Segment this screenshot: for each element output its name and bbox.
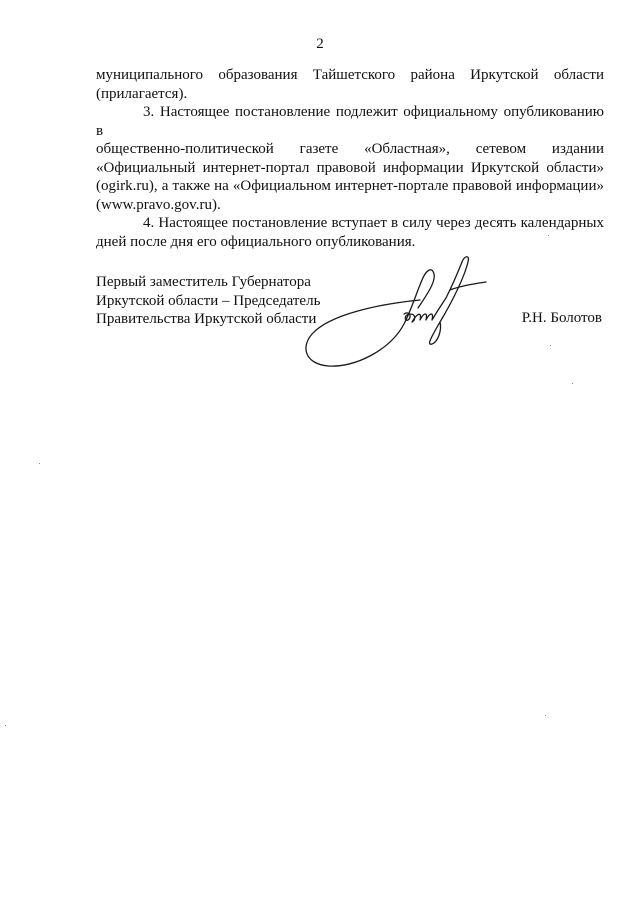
signer-position-line: Правительства Иркутской области bbox=[96, 311, 317, 327]
text-line: (ogirk.ru), а также на «Официальном интернет-портале правовой информации» bbox=[96, 178, 604, 194]
page-number: 2 bbox=[316, 36, 324, 52]
text-line: общественно-политической газете «Областная», сетевом издании bbox=[96, 141, 604, 157]
signer-position-line: Иркутской области – Председатель bbox=[96, 292, 321, 309]
signer-position bbox=[96, 273, 320, 329]
paragraph-municipal bbox=[96, 66, 604, 103]
scan-speck bbox=[572, 383, 573, 384]
text-line: дней после дня его официального опубликования. bbox=[96, 233, 416, 250]
handwritten-signature-icon bbox=[300, 252, 500, 377]
scan-speck bbox=[545, 715, 546, 716]
text-line: 4. Настоящее постановление вступает в силу через десять календарных bbox=[143, 215, 604, 231]
scan-speck bbox=[548, 235, 549, 236]
scan-speck bbox=[5, 725, 6, 726]
scan-speck bbox=[39, 463, 40, 464]
signer-name: Р.Н. Болотов bbox=[521, 310, 602, 326]
text-line: (www.pravo.gov.ru). bbox=[96, 196, 221, 213]
signer-position-line: Первый заместитель Губернатора bbox=[96, 274, 311, 290]
paragraph-publication bbox=[96, 103, 604, 214]
text-line: «Официальный интернет-портал правовой информации Иркутской области» bbox=[96, 159, 604, 176]
scan-speck bbox=[550, 345, 551, 346]
paragraph-effective-date bbox=[96, 214, 604, 251]
text-line: (прилагается). bbox=[96, 85, 188, 102]
document-body bbox=[96, 66, 604, 251]
text-line: муниципального образования Тайшетского района Иркутской области bbox=[96, 67, 604, 83]
text-line: 3. Настоящее постановление подлежит официальному опубликованию в bbox=[96, 104, 604, 139]
